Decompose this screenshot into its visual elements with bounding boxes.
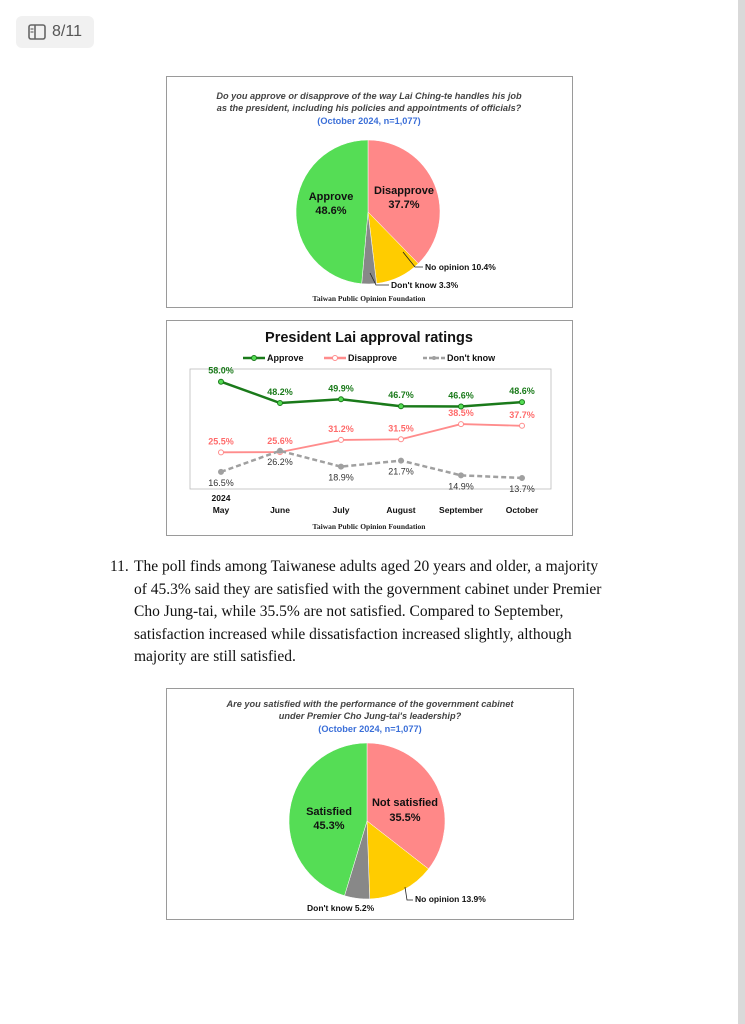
no-opinion-label: No opinion 13.9% — [415, 894, 486, 904]
series-line-approve — [221, 382, 522, 407]
data-label: 37.7% — [509, 409, 535, 420]
data-point — [520, 423, 525, 428]
data-label: 16.5% — [208, 477, 234, 488]
plot-area — [190, 369, 551, 492]
data-label: 31.5% — [388, 423, 414, 434]
data-label: 13.7% — [509, 483, 535, 494]
no-opinion-leader — [405, 887, 413, 900]
x-tick-label: June — [270, 505, 290, 515]
satisfied-label: Satisfied — [306, 806, 352, 818]
approve-value: 48.6% — [315, 205, 347, 217]
year-label: 2024 — [211, 493, 231, 503]
book-icon — [28, 24, 46, 40]
paragraph-text: The poll finds among Taiwanese adults aged 20 years and older, a majority of 45.3% said they are satisfied with the government cabinet under Premier Cho Jung-tai, while 35.5% are not satisfied. Compared to September, satisfaction increased while dissatisfaction increased slightly, although majority are still satisfied. — [134, 558, 602, 666]
question-line-2: under Premier Cho Jung-tai's leadership? — [278, 711, 462, 721]
data-point — [278, 400, 283, 405]
question-line-1: Are you satisfied with the performance of the government cabinet — [226, 699, 514, 709]
cabinet-pie-figure — [166, 688, 574, 920]
approval-pie-figure — [166, 76, 573, 308]
data-label: 48.6% — [509, 386, 535, 397]
data-point — [339, 397, 344, 402]
legend-approve-label: Approve — [267, 353, 304, 363]
paragraph-11 — [110, 556, 610, 669]
page-number: 8/11 — [52, 23, 82, 40]
data-point — [459, 473, 464, 478]
page-indicator[interactable] — [16, 16, 94, 48]
sample-note: (October 2024, n=1,077) — [318, 724, 422, 734]
legend-disapprove-label: Disapprove — [348, 353, 398, 363]
data-label: 38.5% — [448, 408, 474, 419]
data-label: 18.9% — [328, 472, 354, 483]
trend-lines — [219, 379, 525, 480]
data-point — [278, 448, 283, 453]
x-tick-label: September — [439, 505, 483, 515]
x-tick-label: October — [505, 505, 539, 515]
question-line-1: Do you approve or disapprove of the way Lai Ching-te handles his job — [216, 91, 522, 101]
series-line-disapprove — [221, 424, 522, 452]
dont-know-label: Don't know 5.2% — [307, 903, 375, 913]
cabinet-pie-svg — [167, 689, 573, 919]
chart-title: President Lai approval ratings — [265, 330, 473, 346]
series-line-don-t-know — [221, 451, 522, 478]
data-point — [399, 404, 404, 409]
data-point — [219, 379, 224, 384]
dont-know-label: Don't know 3.3% — [391, 280, 459, 290]
sample-note: (October 2024, n=1,077) — [317, 116, 421, 126]
question-line-2: as the president, including his policies and appointments of officials? — [216, 103, 522, 113]
data-point — [339, 464, 344, 469]
source-note: Taiwan Public Opinion Foundation — [312, 522, 426, 531]
data-label: 31.2% — [328, 423, 354, 434]
data-point — [219, 469, 224, 474]
not-satisfied-value: 35.5% — [389, 812, 421, 824]
data-label: 58.0% — [208, 365, 234, 376]
data-point — [399, 458, 404, 463]
scrollbar[interactable] — [738, 0, 745, 1024]
no-opinion-label: No opinion 10.4% — [425, 262, 496, 272]
approval-trend-svg — [167, 321, 572, 535]
data-label: 25.6% — [267, 436, 293, 447]
data-label: 25.5% — [208, 436, 234, 447]
data-label: 46.7% — [388, 390, 414, 401]
disapprove-value: 37.7% — [388, 199, 420, 211]
data-label: 26.2% — [267, 456, 293, 467]
approval-trend-figure — [166, 320, 573, 536]
data-point — [459, 422, 464, 427]
cabinet-pie — [289, 743, 445, 899]
approve-label: Approve — [308, 191, 354, 203]
satisfied-value: 45.3% — [313, 820, 345, 832]
legend — [243, 353, 496, 363]
data-label: 14.9% — [448, 481, 474, 492]
data-label: 46.6% — [448, 390, 474, 401]
data-point — [219, 450, 224, 455]
legend-approve — [243, 353, 304, 363]
x-tick-label: May — [212, 505, 230, 515]
data-point — [520, 400, 525, 405]
data-label: 48.2% — [267, 386, 293, 397]
legend-disapprove — [324, 353, 397, 363]
source-note: Taiwan Public Opinion Foundation — [312, 294, 426, 303]
legend-dont-know-label: Don't know — [447, 353, 496, 363]
data-label: 21.7% — [388, 466, 414, 477]
data-point — [520, 475, 525, 480]
approval-pie-svg — [167, 77, 572, 307]
data-point — [339, 437, 344, 442]
x-tick-label: July — [332, 505, 350, 515]
paragraph-number: 11. — [110, 558, 129, 575]
not-satisfied-label: Not satisfied — [371, 797, 439, 809]
trend-data-labels — [208, 366, 535, 494]
data-label: 49.9% — [328, 383, 354, 394]
data-point — [399, 437, 404, 442]
disapprove-label: Disapprove — [374, 185, 434, 197]
x-tick-label: August — [386, 505, 416, 515]
x-axis-labels — [213, 505, 539, 515]
legend-dont-know — [423, 353, 496, 363]
